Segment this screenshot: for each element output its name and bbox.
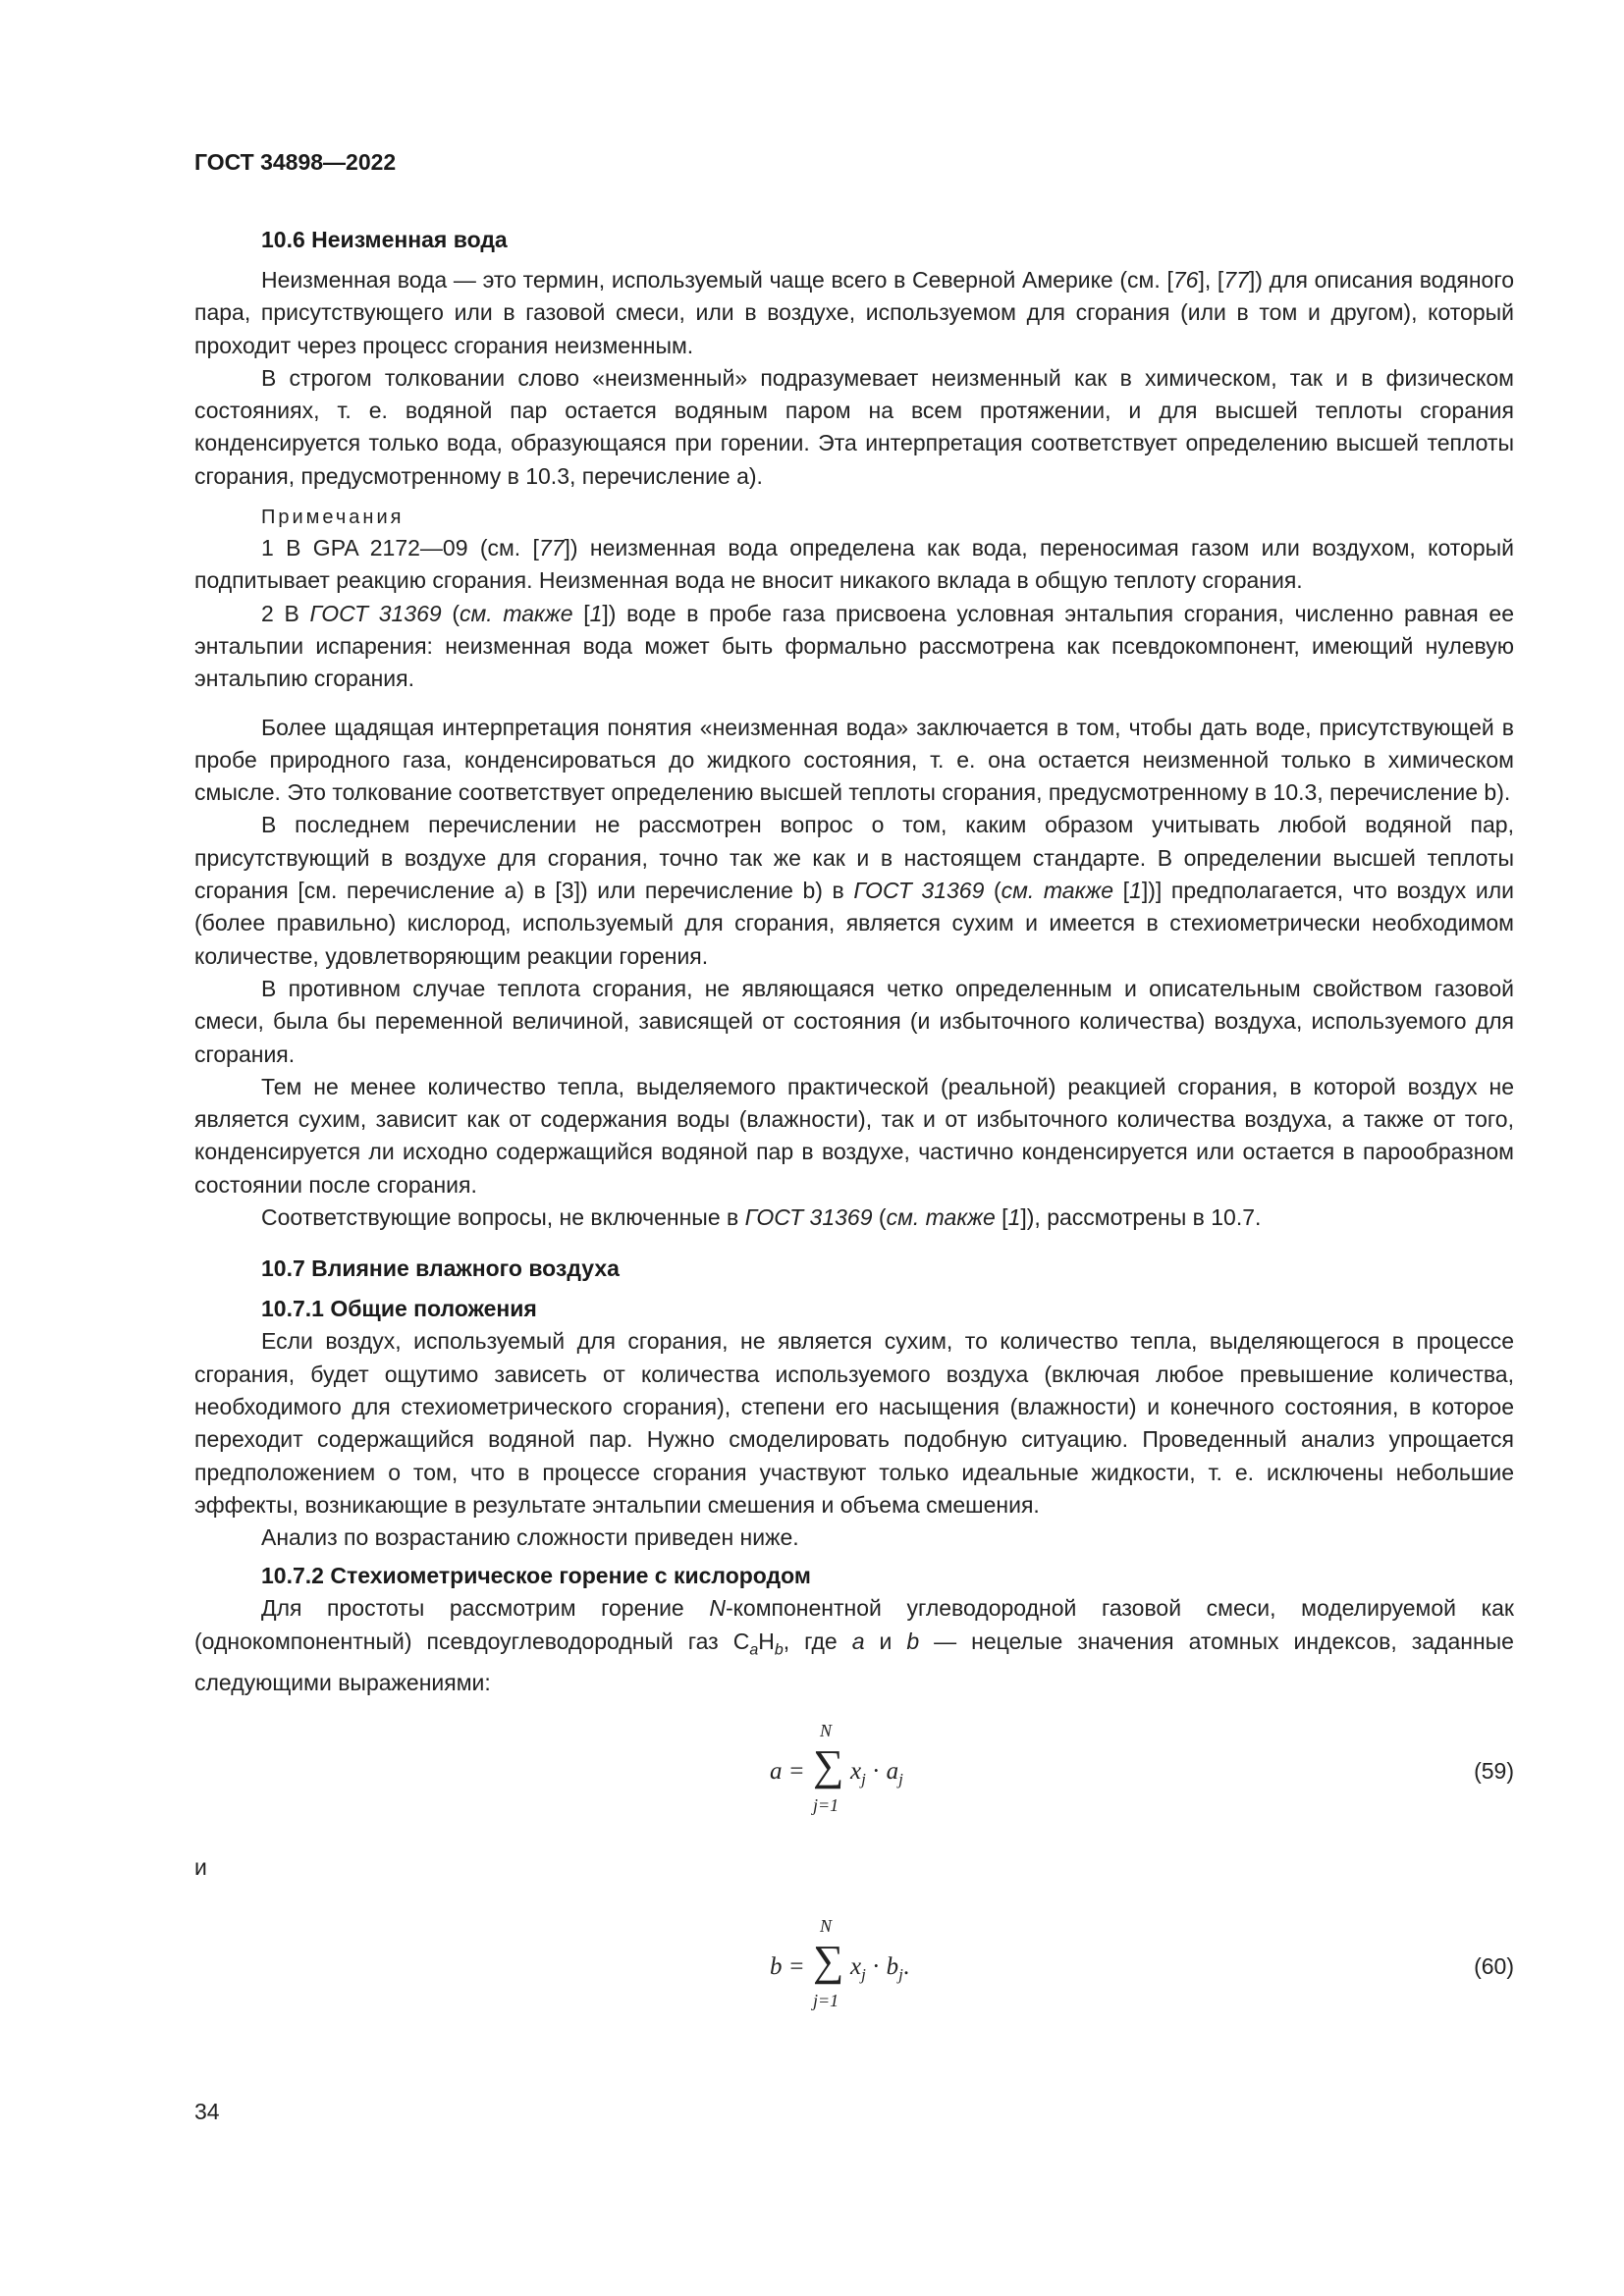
summation-symbol: ∑ [813,1936,844,1985]
paragraph: В противном случае теплота сгорания, не являющаяся четко определенным и описательным свойством газовой смеси, была бы переменной величиной, зависящей от состояния (и избыточного количества) воздуха, используемого для сгорания. [194,975,1514,1067]
reference: 76 [1172,267,1199,293]
equation-number: (60) [1474,1952,1514,1979]
section-heading-10-6: 10.6 Неизменная вода [261,227,508,252]
see-also: см. также [460,600,573,626]
see-also: см. также [886,1204,996,1231]
equation-59 [194,1721,1514,1819]
paragraph: Если воздух, используемый для сгорания, не является сухим, то количество тепла, выделяющегося в процессе сгорания, будет ощутимо зависеть от количества используемого воздуха (включая любое превышение количества, необходимого для стехиометрического сгорания), степени его насыщения (влажности) и конечного состояния, в которое переходит содержащийся водяной пар. Нужно смоделировать подобную ситуацию. Проведенный анализ упрощается предположением о том, что в процессе сгорания участвуют только идеальные жидкости, т. е. исключены небольшие эффекты, возникающие в результате энтальпии смешения и объема смешения. [194,1328,1514,1518]
note-1: 1 В GPA 2172—09 (см. [77]) неизменная вода определена как вода, переносимая газом или воздухом, который подпитывает реакцию сгорания. Неизменная вода не вносит никакого вклада в общую теплоту сгорания. [194,535,1515,594]
document-header: ГОСТ 34898—2022 [194,149,397,175]
paragraph: Для простоты рассмотрим горение N-компонентной углеводородной газовой смеси, моделируемой как (однокомпонентный) псевдоуглеводородный газ $C_aH_b$, где a и b — нецелые значения атомных индексов, заданные следующими выражениями: [194,1595,1514,1695]
reference: 77 [1223,267,1249,293]
subsection-heading-10-7-1: 10.7.1 Общие положения [261,1296,537,1322]
equation-60 [194,1916,1514,2014]
equation-number: (59) [1474,1757,1514,1784]
reference: 1 [1129,878,1142,904]
notes-title: Примечания [261,507,405,529]
subsection-heading-10-7-2: 10.7.2 Стехиометрическое горение с кислородом [261,1563,811,1589]
formula: a = N ∑ j=1 $x_j \cdot a_j$ [770,1720,903,1815]
paragraph: Тем не менее количество тепла, выделяемого практической (реальной) реакцией сгорания, в которой воздух не является сухим, зависит как от содержания воды (влажности), так и от избыточного количества воздуха, а также от того, конденсируется ли исходно содержащийся водяной пар в воздухе, частично конденсируется или остается в парообразном состоянии после сгорания. [194,1073,1514,1198]
page-body [194,223,1514,2014]
standard-reference: ГОСТ 31369 [744,1204,873,1231]
formula: b = N ∑ j=1 $x_j \cdot b_j$. [770,1915,910,2010]
note-2: 2 В ГОСТ 31369 (см. также [1]) воде в пробе газа присвоена условная энтальпия сгорания, численно равная ее энтальпии испарения: неизменная вода может быть формально рассмотрена как псевдокомпонент, имеющий нулевую энтальпию сгорания. [194,600,1514,692]
section-heading-10-7: 10.7 Влияние влажного воздуха [261,1255,620,1282]
paragraph: В строгом толковании слово «неизменный» подразумевает неизменный как в химическом, так и в физическом состояниях, т. е. водяной пар остается водяным паром на всем протяжении, и для высшей теплоты сгорания конденсируется только вода, образующаяся при горении. Эта интерпретация соответствует определению высшей теплоты сгорания, предусмотренному в 10.3, перечисление а). [194,364,1514,489]
conjunction: и [194,1853,207,1880]
standard-reference: ГОСТ 31369 [853,878,985,904]
paragraph: Анализ по возрастанию сложности приведен ниже. [261,1524,799,1551]
paragraph: Неизменная вода — это термин, используемый чаще всего в Северной Америке (см. [76], [77]) для описания водяного пара, присутствующего или в газовой смеси, или в воздухе, используемом для сгорания (или в том и другом), который проходит через процесс сгорания неизменным. [194,267,1515,358]
see-also: см. также [1001,878,1114,904]
page-number: 34 [194,2099,220,2124]
reference: 1 [589,600,603,626]
reference: 77 [538,535,565,561]
paragraph: Соответствующие вопросы, не включенные в ГОСТ 31369 (см. также [1]), рассмотрены в 10.7. [261,1204,1262,1231]
reference: 1 [1007,1204,1021,1231]
summation-symbol: ∑ [813,1740,844,1789]
paragraph: Более щадящая интерпретация понятия «неизменная вода» заключается в том, чтобы дать воде, присутствующей в пробе природного газа, конденсироваться до жидкого состояния, т. е. она остается неизменной только в химическом смысле. Это толкование соответствует определению высшей теплоты сгорания, предусмотренному в 10.3, перечисление b). [194,714,1514,806]
standard-reference: ГОСТ 31369 [309,600,442,626]
paragraph: В последнем перечислении не рассмотрен вопрос о том, каким образом учитывать любой водяной пар, присутствующий в воздухе для сгорания, точно так же как и в настоящем стандарте. В определении высшей теплоты сгорания [см. перечисление а) в [3]) или перечисление b) в ГОСТ 31369 (см. также [1])] предполагается, что воздух или (более правильно) кислород, используемый для сгорания, является сухим и имеется в стехиометрически необходимом количестве, удовлетворяющим реакции горения. [194,812,1514,969]
